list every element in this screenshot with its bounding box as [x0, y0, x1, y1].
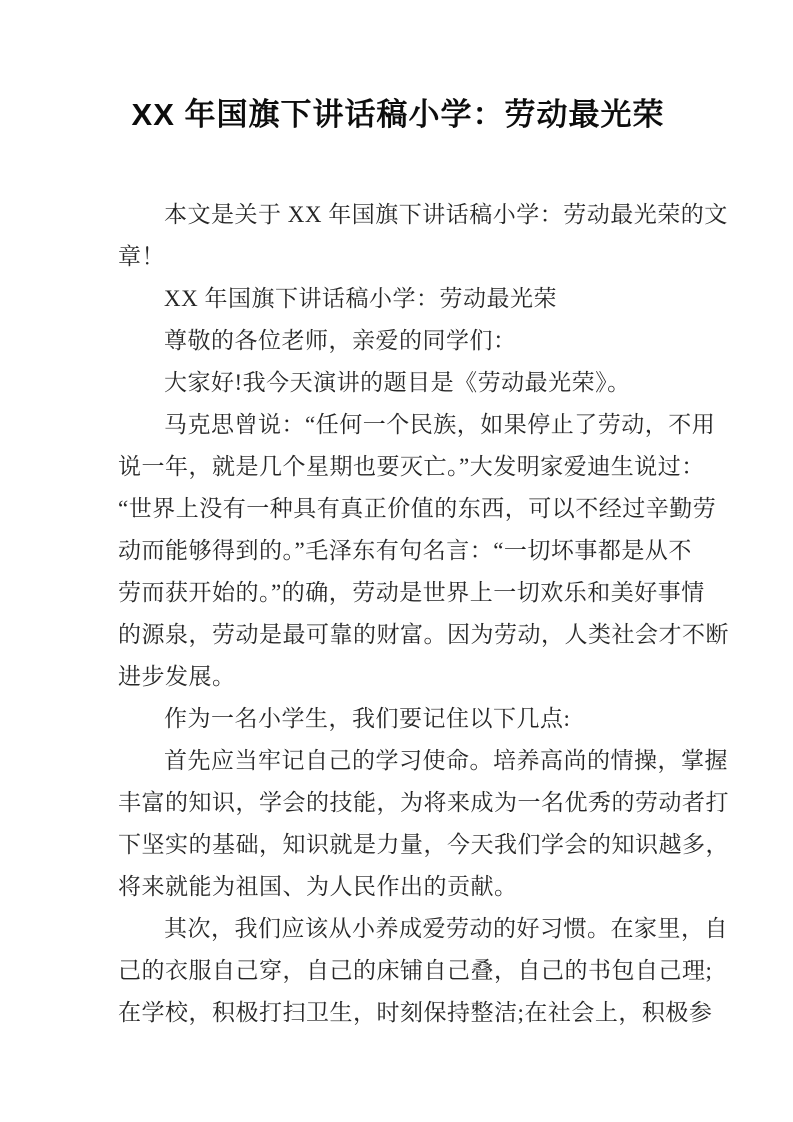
paragraph-line: 马克思曾说：“任何一个民族，如果停止了劳动，不用	[164, 412, 716, 437]
paragraph-line: 大家好!我今天演讲的题目是《劳动最光荣》。	[164, 370, 631, 395]
paragraph-line: 本文是关于 XX 年国旗下讲话稿小学：劳动最光荣的文	[164, 202, 728, 227]
paragraph-line: 作为一名小学生，我们要记住以下几点:	[164, 706, 571, 731]
paragraph-line: XX 年国旗下讲话稿小学：劳动最光荣	[164, 286, 557, 311]
paragraph-line: 首先应当牢记自己的学习使命。培养高尚的情操，掌握	[164, 748, 728, 773]
paragraph-line: 下坚实的基础，知识就是力量，今天我们学会的知识越多，	[118, 832, 729, 857]
paragraph-line: 动而能够得到的。”毛泽东有句名言：“一切坏事都是从不	[118, 538, 692, 563]
paragraph-line: 的源泉，劳动是最可靠的财富。因为劳动，人类社会才不断	[118, 622, 729, 647]
paragraph-line: 劳而获开始的。”的确，劳动是世界上一切欢乐和美好事情	[118, 580, 705, 605]
paragraph-line: 进步发展。	[118, 664, 236, 689]
paragraph-line: 其次，我们应该从小养成爱劳动的好习惯。在家里，自	[164, 916, 728, 941]
paragraph-line: 在学校，积极打扫卫生，时刻保持整洁;在社会上，积极参	[118, 1000, 713, 1025]
paragraph-line: 章！	[118, 244, 165, 269]
paragraph-line: 将来就能为祖国、为人民作出的贡献。	[118, 874, 518, 899]
document-title: XX 年国旗下讲话稿小学：劳动最光荣	[131, 97, 665, 132]
paragraph-list	[118, 194, 729, 1034]
paragraph-line: 己的衣服自己穿，自己的床铺自己叠，自己的书包自己理;	[118, 958, 713, 983]
paragraph-line: 说一年，就是几个星期也要灭亡。”大发明家爱迪生说过：	[118, 454, 705, 479]
paragraph-line: 尊敬的各位老师，亲爱的同学们：	[164, 328, 517, 353]
paragraph-line: 丰富的知识，学会的技能，为将来成为一名优秀的劳动者打	[118, 790, 729, 815]
paragraph-line: “世界上没有一种具有真正价值的东西，可以不经过辛勤劳	[118, 496, 717, 521]
